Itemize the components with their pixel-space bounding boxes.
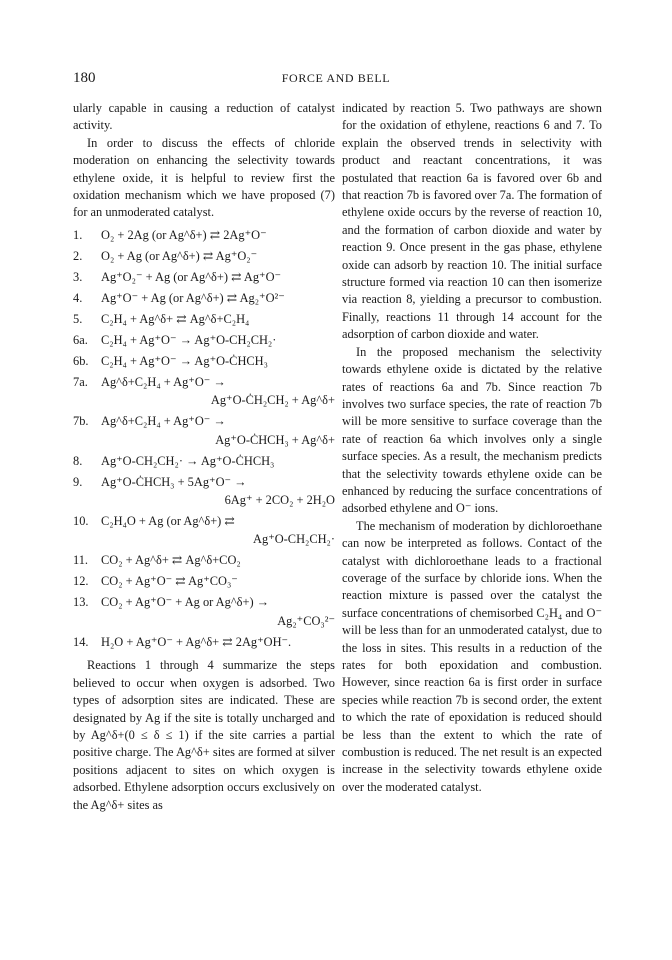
- paragraph-continuation: ularly capable in causing a reduction of catalyst activity.: [73, 101, 335, 133]
- reaction-equation: O₂ + 2Ag (or Ag^δ+) ⇄ 2Ag⁺O⁻: [101, 227, 267, 242]
- reaction-item: [73, 332, 335, 349]
- reaction-number: 9.: [73, 474, 83, 489]
- reaction-equation: CO₂ + Ag⁺O⁻ + Ag or Ag^δ+) →: [101, 595, 270, 610]
- reaction-number: 13.: [73, 595, 89, 610]
- reaction-item: [73, 453, 335, 470]
- reaction-number: 4.: [73, 290, 83, 305]
- reaction-number: 2.: [73, 248, 83, 263]
- reaction-item: [73, 634, 335, 651]
- reaction-item: [73, 552, 335, 569]
- reaction-item: [73, 248, 335, 265]
- reaction-item: [73, 290, 335, 307]
- reaction-equation-continued: Ag₂⁺CO₃²⁻: [277, 613, 335, 628]
- reaction-equation: Ag⁺O₂⁻ + Ag (or Ag^δ+) ⇄ Ag⁺O⁻: [101, 269, 282, 284]
- left-column: [73, 100, 335, 814]
- reaction-equation: C₂H₄ + Ag⁺O⁻ → Ag⁺O-ĊHCH₃: [101, 353, 268, 368]
- paragraph-intro: In order to discuss the effects of chloride moderation on enhancing the selectivity towards ethylene oxide, it is helpful to review first the oxidation mechanism which we have proposed (7) for an unmoderated catalyst.: [73, 135, 335, 220]
- reaction-item: [73, 311, 335, 328]
- reaction-equation: CO₂ + Ag⁺O⁻ ⇄ Ag⁺CO₃⁻: [101, 574, 238, 589]
- paragraph-summary: Reactions 1 through 4 summarize the steps believed to occur when oxygen is adsorbed. Two types of adsorption sites are indicated. These are designated by Ag if the site is totally uncharged and by Ag^δ+(0 ≤ δ ≤ 1) if the site carries a partial positive charge. The Ag^δ+ sites are formed at silver positions adjacent to sites on which oxygen is adsorbed. Ethylene adsorption occurs exclusively on the Ag^δ+ sites as: [73, 658, 335, 812]
- reaction-equation: Ag⁺O-CH₂CH₂· → Ag⁺O-ĊHCH₃: [101, 453, 275, 468]
- page-number: 180: [73, 70, 96, 86]
- reaction-number: 3.: [73, 269, 83, 284]
- reaction-number: 7a.: [73, 374, 88, 389]
- reaction-item: [73, 474, 335, 510]
- reaction-number: 10.: [73, 514, 89, 529]
- page-header: [0, 70, 672, 88]
- reaction-item: [73, 353, 335, 370]
- reaction-number: 6b.: [73, 353, 89, 368]
- reaction-equation-continued: Ag⁺O-ĊHCH₃ + Ag^δ+: [215, 432, 335, 447]
- reaction-number: 7b.: [73, 414, 89, 429]
- reaction-equation: H₂O + Ag⁺O⁻ + Ag^δ+ ⇄ 2Ag⁺OH⁻.: [101, 634, 292, 649]
- reaction-item: [73, 269, 335, 286]
- reaction-equation: Ag^δ+C₂H₄ + Ag⁺O⁻ →: [101, 374, 226, 389]
- reaction-number: 5.: [73, 311, 83, 326]
- reaction-equation-continued: Ag⁺O-CH₂CH₂·: [253, 532, 335, 547]
- reaction-equation: C₂H₄O + Ag (or Ag^δ+) ⇄: [101, 514, 235, 529]
- reaction-equation-continued: Ag⁺O-ĊH₂CH₂ + Ag^δ+: [210, 393, 335, 408]
- reaction-equation: Ag^δ+C₂H₄ + Ag⁺O⁻ →: [101, 414, 226, 429]
- reaction-number: 12.: [73, 574, 89, 589]
- paragraph-mechanism: indicated by reaction 5. Two pathways are shown for the oxidation of ethylene, reactions 6 and 7. To explain the observed trends in selectivity with product and reactant concentrations, it was postulated that reaction 6a is favored over 6b and that reaction 7b is favored over 7a. The formation of ethylene oxide occurs by the reverse of reaction 10, and the formation of carbon dioxide and water by reaction 9. Once present in the gas phase, ethylene oxide can adsorb by reaction 10. The initial surface structure formed via reaction 10 can then isomerize via reaction 8, yielding a precursor to combustion. Finally, reactions 11 through 14 account for the adsorption of carbon dioxide and water.: [342, 101, 602, 342]
- paragraph-selectivity: In the proposed mechanism the selectivity towards ethylene oxide is dictated by the relative rates of reactions 6a and 7b. Since reaction 7b involves two surface species, the rate of reaction 7b will be more sensitive to surface coverage than the rate of reaction 6a which involves only a single surface species. As a result, the mechanism predicts that the selectivity towards ethylene oxide can be enhanced by reducing the surface concentrations of adsorbed ethylene and O⁻ ions.: [342, 344, 602, 516]
- reaction-number: 14.: [73, 634, 89, 649]
- reaction-list: [73, 227, 335, 651]
- right-column: [342, 100, 602, 796]
- reaction-number: 6a.: [73, 332, 88, 347]
- reaction-number: 1.: [73, 227, 83, 242]
- reaction-item: [73, 513, 335, 549]
- reaction-number: 11.: [73, 553, 89, 568]
- reaction-equation: CO₂ + Ag^δ+ ⇄ Ag^δ+CO₂: [101, 553, 241, 568]
- reaction-equation: Ag⁺O⁻ + Ag (or Ag^δ+) ⇄ Ag₂⁺O²⁻: [101, 290, 285, 305]
- reaction-equation: C₂H₄ + Ag⁺O⁻ → Ag⁺O-CH₂CH₂·: [101, 332, 277, 347]
- reaction-equation-continued: 6Ag⁺ + 2CO₂ + 2H₂O: [224, 493, 335, 508]
- running-title: FORCE AND BELL: [281, 71, 391, 85]
- reaction-equation: O₂ + Ag (or Ag^δ+) ⇄ Ag⁺O₂⁻: [101, 248, 258, 263]
- reaction-item: [73, 413, 335, 449]
- reaction-item: [73, 374, 335, 410]
- reaction-item: [73, 227, 335, 244]
- reaction-number: 8.: [73, 453, 83, 468]
- reaction-equation: C₂H₄ + Ag^δ+ ⇄ Ag^δ+C₂H₄: [101, 311, 250, 326]
- reaction-item: [73, 594, 335, 630]
- reaction-item: [73, 573, 335, 590]
- reaction-equation: Ag⁺O-ĊHCH₃ + 5Ag⁺O⁻ →: [101, 474, 247, 489]
- paragraph-moderation: The mechanism of moderation by dichloroethane can now be interpreted as follows. Contact of the catalyst with dichloroethane leads to a fractional coverage of the surface by chloride ions. When the reaction mixture is passed over the catalyst the surface concentrations of chemisorbed C₂H₄ and O⁻ will be less than for an unmoderated catalyst, due to the loss in sites. This results in a reduction of the rates for both epoxidation and combustion. However, since reaction 6a is first order in surface species while reaction 7b is second order, the extent to which the rate of epoxidation is reduced should be less than the extent to which the rate of combustion is reduced. The net result is an expected increase in the selectivity towards ethylene oxide over the moderated catalyst.: [342, 518, 602, 794]
